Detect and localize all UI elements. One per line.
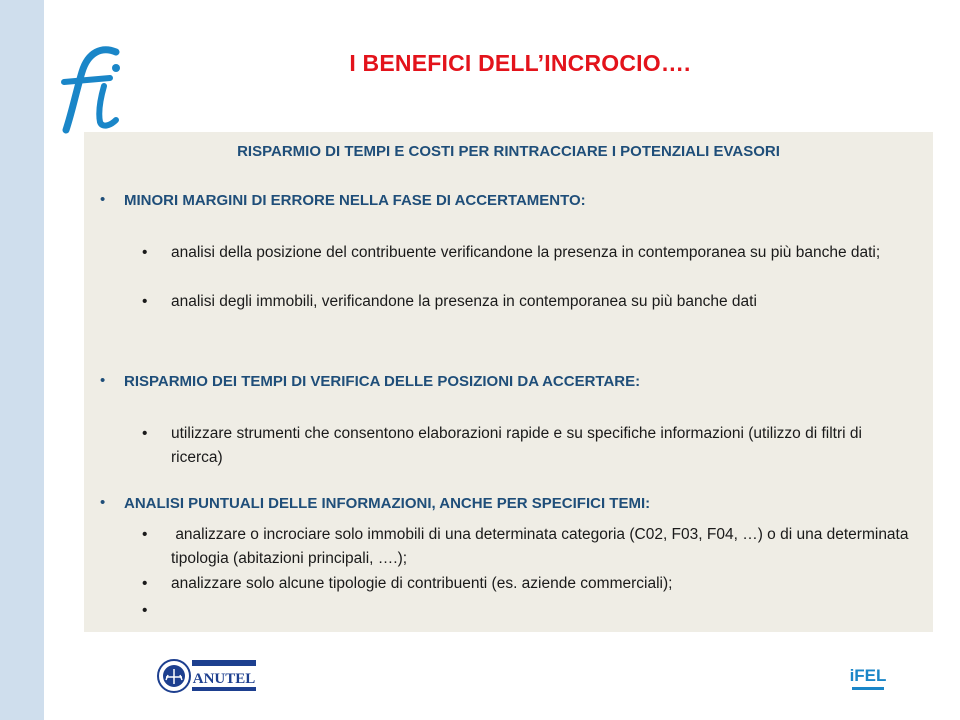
section-heading: RISPARMIO DEI TEMPI DI VERIFICA DELLE POSIZIONI DA ACCERTARE: bbox=[124, 373, 641, 390]
fi-logo bbox=[58, 42, 128, 134]
item-bullet: • bbox=[142, 602, 148, 619]
list-item: analizzare o incrociare solo immobili di una determinata categoria (C02, F03, F04, …) o di una determinata tipologia (abitazioni principali, ….); bbox=[171, 526, 913, 567]
anutel-logo bbox=[156, 657, 258, 695]
svg-text:ANUTEL: ANUTEL bbox=[192, 671, 256, 687]
svg-text:iFEL: iFEL bbox=[849, 666, 887, 685]
slide-title: I BENEFICI DELL’INCROCIO…. bbox=[349, 50, 691, 76]
left-decorative-band bbox=[0, 0, 44, 720]
section-bullet: • bbox=[100, 372, 106, 389]
list-item: analisi degli immobili, verificandone la presenza in contemporanea su più banche dati bbox=[171, 293, 757, 310]
item-bullet: • bbox=[142, 526, 148, 543]
content-subtitle: RISPARMIO DI TEMPI E COSTI PER RINTRACCIARE I POTENZIALI EVASORI bbox=[237, 143, 780, 160]
item-bullet: • bbox=[142, 425, 148, 442]
item-bullet: • bbox=[142, 244, 148, 261]
section-heading: MINORI MARGINI DI ERRORE NELLA FASE DI ACCERTAMENTO: bbox=[124, 192, 586, 209]
list-item: utilizzare strumenti che consentono elaborazioni rapide e su specifiche informazioni (utilizzo di filtri di ricerca) bbox=[171, 425, 862, 466]
list-item: analizzare solo alcune tipologie di contribuenti (es. aziende commerciali); bbox=[171, 575, 673, 592]
section-bullet: • bbox=[100, 191, 106, 208]
item-bullet: • bbox=[142, 575, 148, 592]
ifel-logo bbox=[848, 657, 888, 697]
section-bullet: • bbox=[100, 494, 106, 511]
list-item: analisi della posizione del contribuente verificandone la presenza in contemporanea su più banche dati; bbox=[171, 244, 881, 261]
section-heading: ANALISI PUNTUALI DELLE INFORMAZIONI, ANCHE PER SPECIFICI TEMI: bbox=[124, 495, 651, 512]
item-bullet: • bbox=[142, 293, 148, 310]
content-box bbox=[84, 132, 933, 632]
